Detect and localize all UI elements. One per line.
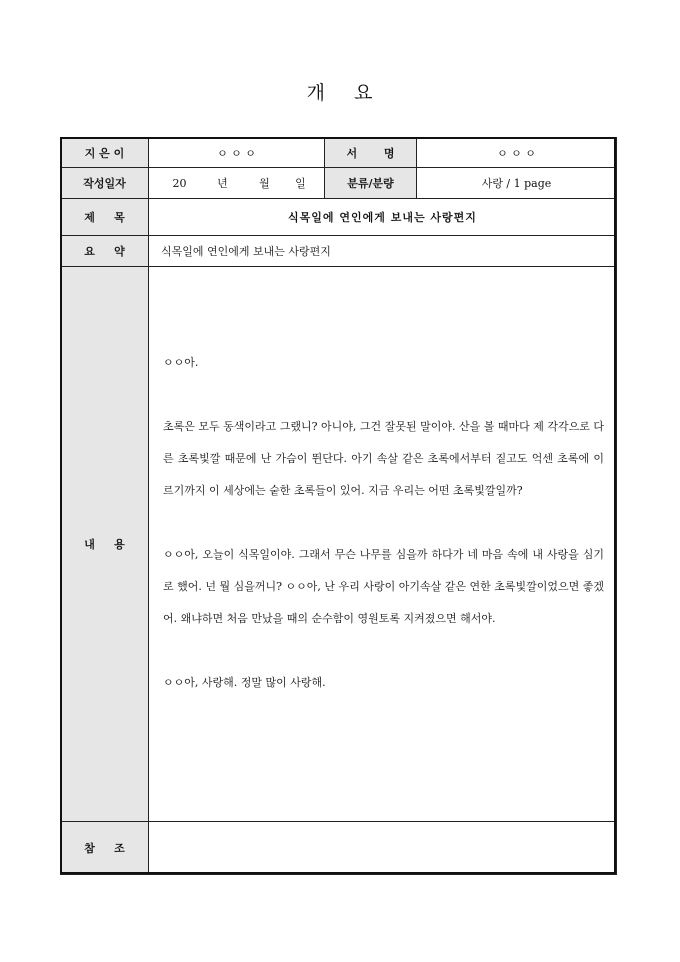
subject-label: 제 목 xyxy=(61,199,149,236)
letter-closing: ㅇㅇ아, 사랑해. 정말 많이 사랑해. xyxy=(163,676,326,689)
content-row xyxy=(61,267,617,822)
summary-row xyxy=(61,236,617,267)
subject-row xyxy=(61,199,617,236)
summary-label: 요 약 xyxy=(61,236,149,267)
reference-value xyxy=(149,822,617,875)
date-label: 작성일자 xyxy=(61,168,149,199)
letter-paragraph-2: ㅇㅇ아, 오늘이 식목일이야. 그래서 무슨 나무를 심을까 하다가 네 마음 속에 내 사랑을 심기로 했어. 넌 뭘 심을꺼니? ㅇㅇ아, 난 우리 사랑이 아기속살 같은 연한 초록빛깔이었으면 좋겠어. 왜냐하면 처음 만났을 때의 순수함이 영원토록 지켜졌으면 해서야. xyxy=(163,548,604,625)
signature-value: ㅇ ㅇ ㅇ xyxy=(417,138,617,168)
date-row xyxy=(61,168,617,199)
subject-value: 식목일에 연인에게 보내는 사랑편지 xyxy=(149,199,617,236)
author-value: ㅇ ㅇ ㅇ xyxy=(149,138,325,168)
category-label: 분류/분량 xyxy=(325,168,417,199)
reference-label: 참 조 xyxy=(61,822,149,875)
author-row xyxy=(61,138,617,168)
content-body xyxy=(149,267,617,822)
overview-table xyxy=(60,137,617,875)
date-day-unit: 일 xyxy=(295,177,306,190)
date-value xyxy=(149,168,325,199)
document-title: 개 요 xyxy=(306,82,374,104)
category-value: 사랑 / 1 page xyxy=(417,168,617,199)
date-month-unit: 월 xyxy=(259,177,270,190)
letter-greeting: ㅇㅇ아. xyxy=(163,356,199,369)
letter-paragraph-1: 초록은 모두 동색이라고 그랬니? 아니야, 그건 잘못된 말이야. 산을 볼 때마다 제 각각으로 다른 초록빛깔 때문에 난 가슴이 뛴단다. 아기 속살 같은 초록에서부터 짙고도 억센 초록에 이르기까지 이 세상에는 숱한 초록들이 있어. 지금 우리는 어떤 초록빛깔일까? xyxy=(163,420,604,497)
content-label: 내 용 xyxy=(61,267,149,822)
date-year-unit: 년 xyxy=(217,177,228,190)
summary-value: 식목일에 연인에게 보내는 사랑편지 xyxy=(149,236,617,267)
signature-label: 서 명 xyxy=(325,138,417,168)
reference-row xyxy=(61,822,617,875)
date-year: 20 xyxy=(172,177,187,190)
author-label: 지 은 이 xyxy=(61,138,149,168)
